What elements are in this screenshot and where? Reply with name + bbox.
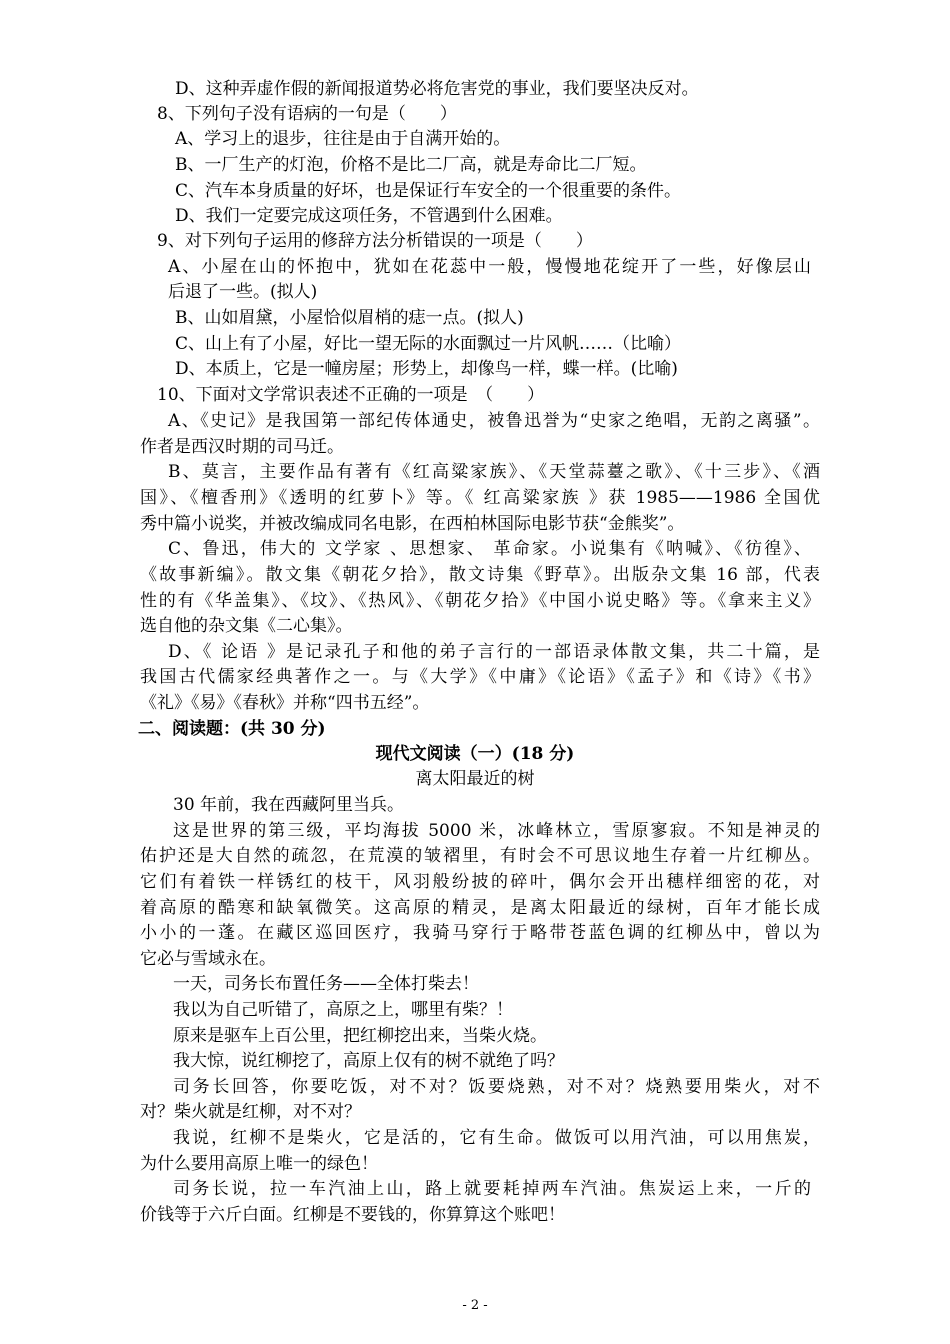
text-line: A、小屋在山的怀抱中，犹如在花蕊中一般，慢慢地花绽开了一些，好像层山 <box>168 257 811 277</box>
question-10: 10、下面对文学常识表述不正确的一项是 （ ） <box>157 385 545 405</box>
text-line: C、汽车本身质量的好坏，也是保证行车安全的一个很重要的条件。 <box>175 181 682 201</box>
text-line: 后退了一些。(拟人) <box>168 282 318 302</box>
paragraph-line: 司务长说，拉一车汽油上山，路上就要耗掉两车汽油。焦炭运上来，一斤的 <box>173 1179 811 1199</box>
reading-title: 现代文阅读（一）(18 分) <box>375 744 575 764</box>
paragraph-line: 价钱等于六斤白面。红柳是不要钱的，你算算这个账吧！ <box>140 1205 565 1225</box>
paragraph-line: 为什么要用高原上唯一的绿色！ <box>140 1154 378 1174</box>
text-line: 国》、《檀香刑》《透明的红萝卜》等。《 红高粱家族 》获 1985——1986 全国优 <box>140 488 820 508</box>
text-line: D、本质上，它是一幢房屋；形势上，却像鸟一样，蝶一样。(比喻) <box>175 359 678 379</box>
paragraph-line: 我说，红柳不是柴火，它是活的，它有生命。做饭可以用汽油，可以用焦炭， <box>173 1128 820 1148</box>
question-9: 9、对下列句子运用的修辞方法分析错误的一项是（ ） <box>157 231 593 251</box>
page-number: - 2 - <box>462 1298 488 1313</box>
text-line: D、《 论语 》是记录孔子和他的弟子言行的一部语录体散文集，共二十篇，是 <box>168 642 820 662</box>
text-line: B、山如眉黛，小屋恰似眉梢的痣一点。(拟人) <box>175 308 524 328</box>
text-line: B、莫言，主要作品有著有《红高粱家族》、《天堂蒜薹之歌》、《十三步》、《酒 <box>168 462 820 482</box>
paragraph-line: 原来是驱车上百公里，把红柳挖出来，当柴火烧。 <box>173 1026 547 1046</box>
paragraph-line: 我大惊，说红柳挖了，高原上仅有的树不就绝了吗？ <box>173 1051 564 1071</box>
essay-title: 离太阳最近的树 <box>415 769 535 789</box>
question-8: 8、下列句子没有语病的一句是（ ） <box>157 104 457 124</box>
text-line: 作者是西汉时期的司马迁。 <box>140 437 344 457</box>
text-line: 《礼》《易》《春秋》并称“四书五经”。 <box>140 693 430 713</box>
paragraph-line: 这是世界的第三级，平均海拔 5000 米，冰峰林立，雪原寥寂。不知是神灵的 <box>173 821 820 841</box>
paragraph-line: 佑护还是大自然的疏忽，在荒漠的皱褶里，有时会不可思议地生存着一片红柳丛。 <box>140 846 820 866</box>
text-line: C、山上有了小屋，好比一望无际的水面飘过一片风帆……（比喻） <box>175 334 682 354</box>
paragraph-line: 对？柴火就是红柳，对不对？ <box>140 1102 361 1122</box>
text-line: A、《史记》是我国第一部纪传体通史，被鲁迅誉为“史家之绝唱，无韵之离骚”。 <box>168 411 820 431</box>
paragraph-line: 30 年前，我在西藏阿里当兵。 <box>173 795 405 815</box>
text-line: C、鲁迅，伟大的 文学家 、思想家、 革命家。小说集有《呐喊》、《彷徨》、 <box>168 539 811 559</box>
text-line: D、这种弄虚作假的新闻报道势必将危害党的事业，我们要坚决反对。 <box>175 79 699 99</box>
paragraph-line: 着高原的酷寒和缺氧微笑。这高原的精灵，是离太阳最近的绿树，百年才能长成 <box>140 898 820 918</box>
text-line: A、学习上的退步，往往是由于自满开始的。 <box>175 129 511 149</box>
paragraph-line: 小小的一蓬。在藏区巡回医疗，我骑马穿行于略带苍蓝色调的红柳丛中，曾以为 <box>140 923 820 943</box>
paragraph-line: 它们有着铁一样锈红的枝干，风羽般纷披的碎叶，偶尔会开出穗样细密的花，对 <box>140 872 820 892</box>
text-line: 《故事新编》。散文集《朝花夕拾》，散文诗集《野草》。出版杂文集 16 部，代表 <box>140 565 820 585</box>
text-line: 性的有《华盖集》、《坟》、《热风》、《朝花夕拾》《中国小说史略》等。《拿来主义》 <box>140 591 820 611</box>
text-line: 秀中篇小说奖，并被改编成同名电影，在西柏林国际电影节获“金熊奖”。 <box>140 514 685 534</box>
text-line: 选自他的杂文集《二心集》。 <box>140 616 353 636</box>
section-heading: 二、阅读题：(共 30 分) <box>138 719 326 739</box>
paragraph-line: 它必与雪域永在。 <box>140 949 276 969</box>
paragraph-line: 我以为自己听错了，高原之上，哪里有柴？！ <box>173 1000 513 1020</box>
paragraph-line: 一天，司务长布置任务——全体打柴去！ <box>173 974 479 994</box>
text-line: 我国古代儒家经典著作之一。与《大学》《中庸》《论语》《孟子》和《诗》《书》 <box>140 667 820 687</box>
text-line: B、一厂生产的灯泡，价格不是比二厂高，就是寿命比二厂短。 <box>175 155 647 175</box>
text-line: D、我们一定要完成这项任务，不管遇到什么困难。 <box>175 206 563 226</box>
paragraph-line: 司务长回答，你要吃饭，对不对？饭要烧熟，对不对？烧熟要用柴火，对不 <box>173 1077 820 1097</box>
